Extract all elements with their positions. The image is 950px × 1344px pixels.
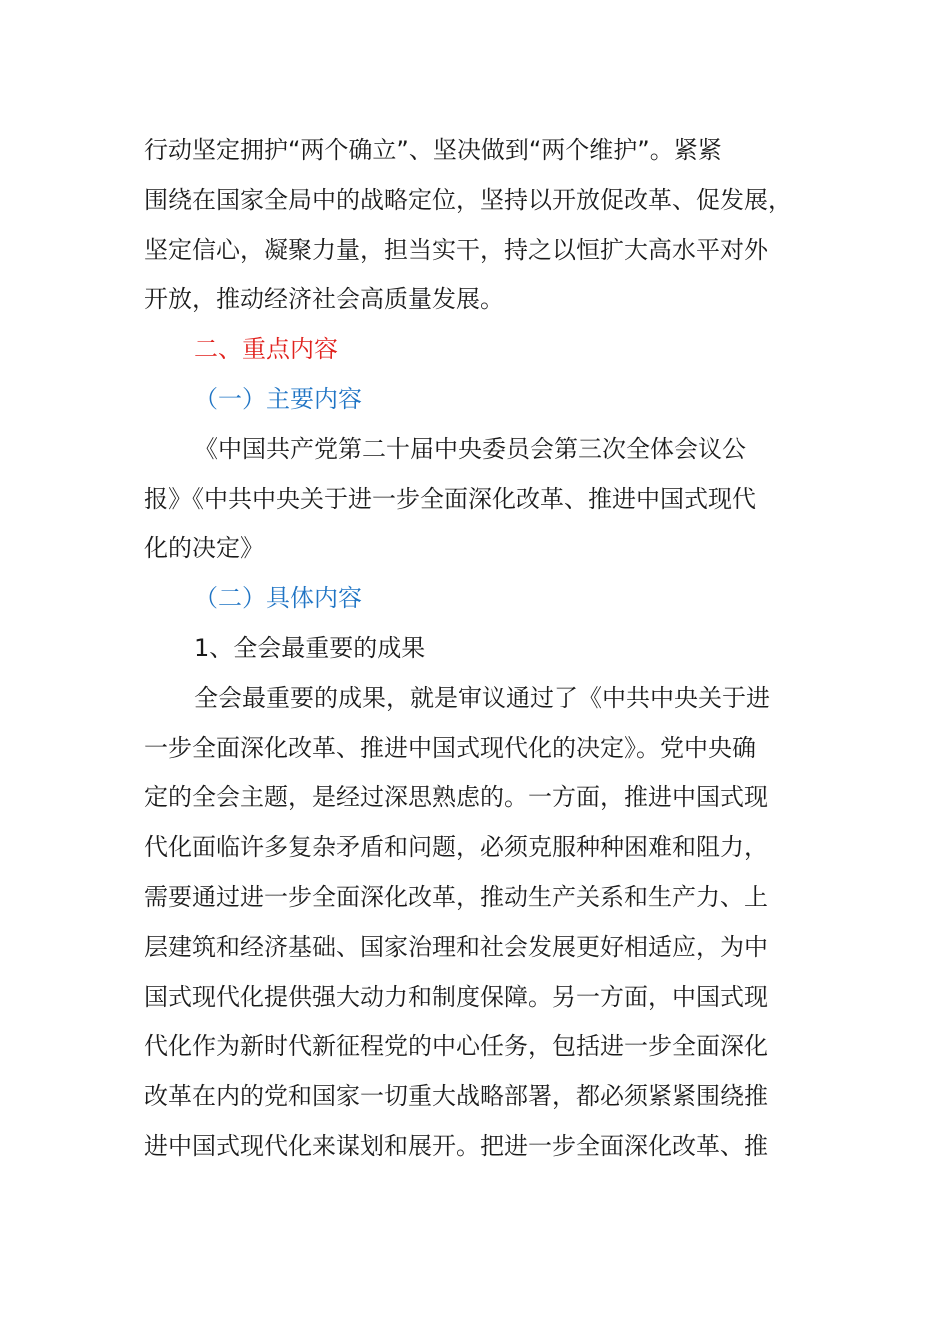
text-line: 国式现代化提供强大动力和制度保障。另一方面，中国式现 <box>144 982 768 1011</box>
section-heading-key-content: 二、重点内容 <box>194 335 338 364</box>
text-line: 行动坚定拥护“两个确立”、坚决做到“两个维护”。紧紧 <box>144 136 722 164</box>
text-line: 需要通过进一步全面深化改革，推动生产关系和生产力、上 <box>144 882 768 911</box>
text-line: 《中国共产党第二十届中央委员会第三次全体会议公 <box>194 434 746 463</box>
text-line: 报》《中共中央关于进一步全面深化改革、推进中国式现代 <box>144 484 756 513</box>
subsection-heading-main-content: （一）主要内容 <box>194 384 362 413</box>
text-line: 定的全会主题，是经过深思熟虑的。一方面，推进中国式现 <box>144 783 768 812</box>
text-line: 开放，推动经济社会高质量发展。 <box>144 285 504 314</box>
text-line: 代化面临许多复杂矛盾和问题，必须克服种种困难和阻力， <box>144 833 768 862</box>
document-body <box>144 126 806 1172</box>
text-line: 层建筑和经济基础、国家治理和社会发展更好相适应，为中 <box>144 932 768 961</box>
text-line: 代化作为新时代新征程党的中心任务，包括进一步全面深化 <box>144 1032 768 1061</box>
paragraph-plenary-result <box>144 674 806 1172</box>
text-line: 进中国式现代化来谋划和展开。把进一步全面深化改革、推 <box>144 1131 768 1160</box>
text-line: 围绕在国家全局中的战略定位，坚持以开放促改革、促发展， <box>144 185 792 214</box>
text-line: 化的决定》 <box>144 534 264 563</box>
text-line: 坚定信心，凝聚力量，担当实干，持之以恒扩大高水平对外 <box>144 235 768 264</box>
text-line: 全会最重要的成果，就是审议通过了《中共中央关于进 <box>194 683 770 712</box>
text-line: 一步全面深化改革、推进中国式现代化的决定》。党中央确 <box>144 733 756 762</box>
subsection-heading-specific-content: （二）具体内容 <box>194 584 362 613</box>
item-heading-most-important-result: 1、全会最重要的成果 <box>194 633 426 662</box>
paragraph-continuation <box>144 126 806 325</box>
paragraph-document-titles <box>144 425 806 574</box>
text-line: 改革在内的党和国家一切重大战略部署，都必须紧紧围绕推 <box>144 1082 768 1111</box>
